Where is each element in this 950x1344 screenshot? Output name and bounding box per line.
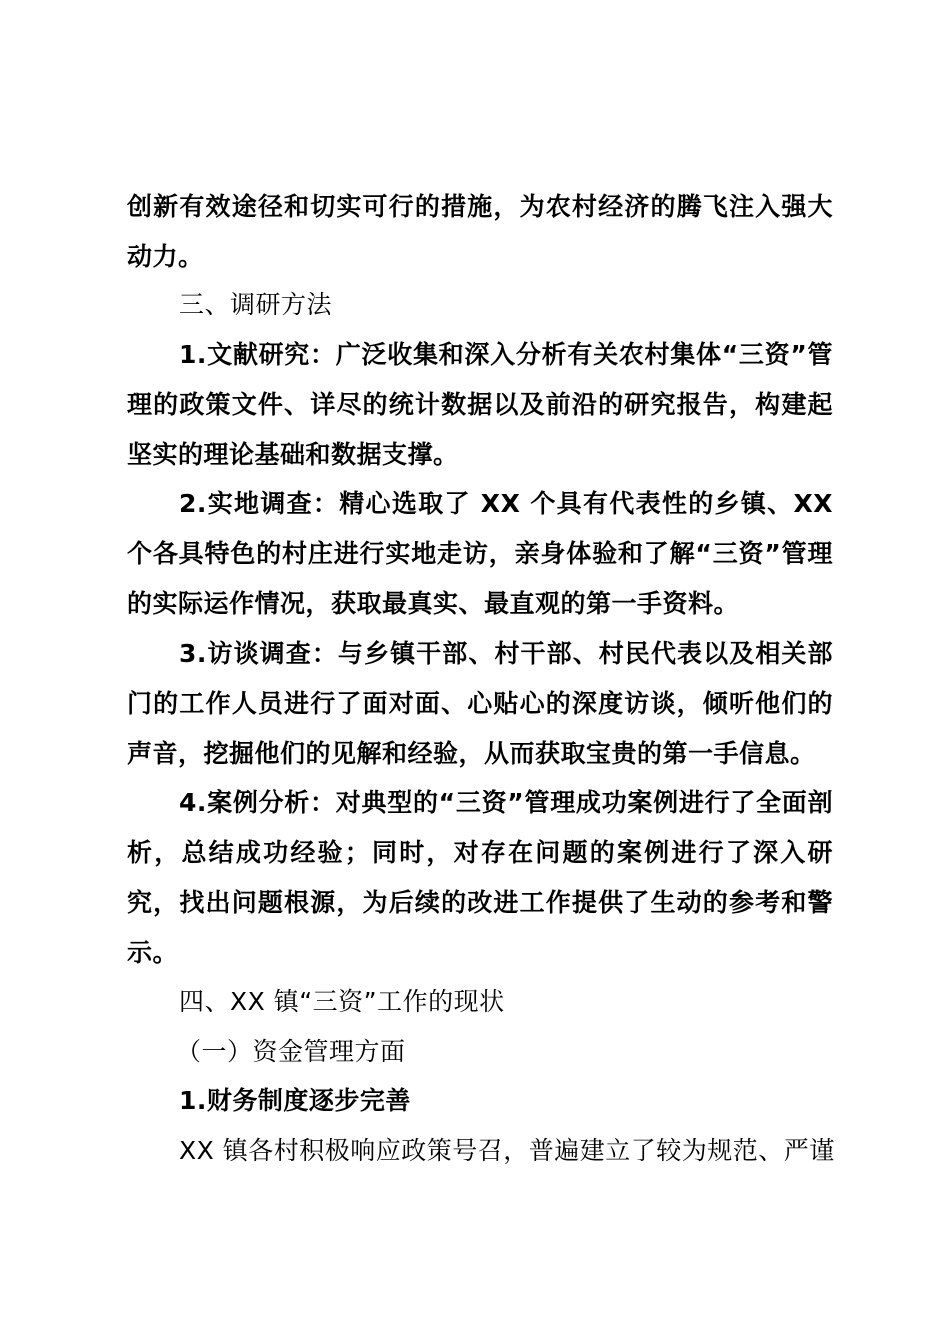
intro-paragraph: 创新有效途径和切实可行的措施，为农村经济的腾飞注入强大动力。: [127, 192, 833, 271]
method-4-paragraph: 4.案例分析：对典型的“三资”管理成功案例进行了全面剖析，总结成功经验；同时，对存在问题的案例进行了深入研究，找出问题根源，为后续的改进工作提供了生动的参考和警示。: [127, 788, 833, 967]
section-heading-status: 四、XX 镇“三资”工作的现状: [179, 987, 505, 1016]
sub-heading-finance-system: 1.财务制度逐步完善: [179, 1086, 411, 1115]
section-heading-methods: 三、调研方法: [179, 290, 333, 319]
method-3-paragraph: 3.访谈调查：与乡镇干部、村干部、村民代表以及相关部门的工作人员进行了面对面、心贴心的深度访谈，倾听他们的声音，挖掘他们的见解和经验，从而获取宝贵的第一手信息。: [127, 639, 833, 768]
method-1-paragraph: 1.文献研究：广泛收集和深入分析有关农村集体“三资”管理的政策文件、详尽的统计数据以及前沿的研究报告，构建起坚实的理论基础和数据支撑。: [127, 340, 833, 469]
method-2-paragraph: 2.实地调查：精心选取了 XX 个具有代表性的乡镇、XX 个各具特色的村庄进行实地走访，亲身体验和了解“三资”管理的实际运作情况，获取最真实、最直观的第一手资料。: [127, 489, 833, 618]
subsection-heading-funds: （一）资金管理方面: [176, 1037, 406, 1066]
body-paragraph-last: XX 镇各村积极响应政策号召，普遍建立了较为规范、严谨: [179, 1136, 835, 1165]
